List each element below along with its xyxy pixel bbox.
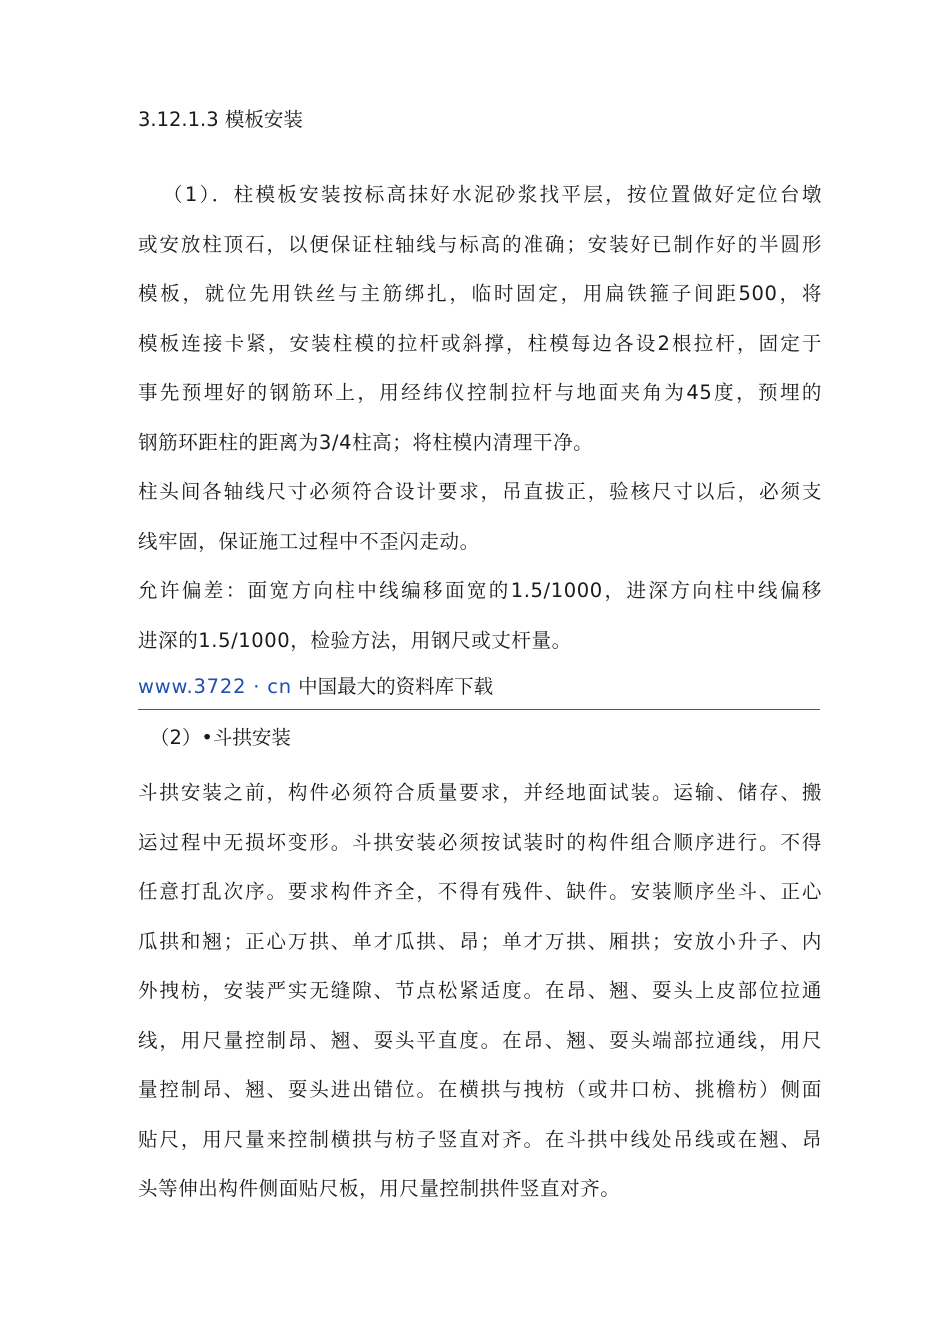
section-1 <box>138 170 822 467</box>
subsection-title: （2）•斗拱安装 <box>150 726 291 749</box>
paragraph-line: 线，用尺量控制昂、翘、耍头平直度。在昂、翘、耍头端部拉通线，用尺 <box>138 1028 822 1052</box>
paragraph-line: 模板，就位先用铁丝与主筋绑扎，临时固定，用扁铁箍子间距500，将 <box>138 282 822 305</box>
paragraph-line: 瓜拱和翘；正心万拱、单才瓜拱、昂；单才万拱、厢拱；安放小升子、内 <box>138 929 822 953</box>
section-2 <box>138 768 822 1214</box>
paragraph-line: 允许偏差：面宽方向柱中线编移面宽的1.5/1000，进深方向柱中线偏移 <box>138 579 822 602</box>
paragraph-line: 任意打乱次序。要求构件齐全，不得有残件、缺件。安装顺序坐斗、正心 <box>138 880 822 903</box>
paragraph-line: 运过程中无损坏变形。斗拱安装必须按试装时的构件组合顺序进行。不得 <box>138 830 822 854</box>
paragraph-line: （1）．柱模板安装按标高抹好水泥砂浆找平层，按位置做好定位台墩 <box>163 183 822 206</box>
paragraph-line: 外拽枋，安装严实无缝隙、节点松紧适度。在昂、翘、耍头上皮部位拉通 <box>138 979 822 1002</box>
paragraph-line: 头等伸出构件侧面贴尺板，用尺量控制拱件竖直对齐。 <box>138 1177 621 1200</box>
paragraph-line: 贴尺，用尺量来控制横拱与枋子竖直对齐。在斗拱中线处吊线或在翘、昂 <box>138 1127 822 1151</box>
paragraph-line: 进深的1.5/1000，检验方法，用钢尺或丈杆量。 <box>138 628 572 652</box>
document-page <box>138 100 822 1214</box>
banner-text: 中国最大的资料库下载 <box>298 675 494 698</box>
paragraph-line: 钢筋环距柱的距离为3/4柱高；将柱模内清理干净。 <box>138 430 594 454</box>
paragraph-line: 斗拱安装之前，构件必须符合质量要求，并经地面试装。运输、储存、搬 <box>138 781 822 804</box>
paragraph-line: 量控制昂、翘、耍头进出错位。在横拱与拽枋（或井口枋、挑檐枋）侧面 <box>138 1078 822 1101</box>
section-heading: 3.12.1.3 模板安装 <box>138 108 303 131</box>
paragraph-line: 线牢固，保证施工过程中不歪闪走动。 <box>138 529 480 553</box>
paragraph-2 <box>138 467 822 566</box>
paragraph-line: 或安放柱顶石，以便保证柱轴线与标高的准确；安装好已制作好的半圆形 <box>138 232 822 256</box>
paragraph-line: 事先预埋好的钢筋环上，用经纬仪控制拉杆与地面夹角为45度，预埋的 <box>138 381 822 404</box>
banner-url-link[interactable]: www.3722 · cn <box>138 675 292 698</box>
site-banner <box>138 665 820 710</box>
paragraph-3 <box>138 566 822 665</box>
paragraph-line: 柱头间各轴线尺寸必须符合设计要求，吊直拔正，验核尺寸以后，必须支 <box>138 480 822 503</box>
paragraph-line: 模板连接卡紧，安装柱模的拉杆或斜撑，柱模每边各设2根拉杆，固定于 <box>138 331 822 355</box>
